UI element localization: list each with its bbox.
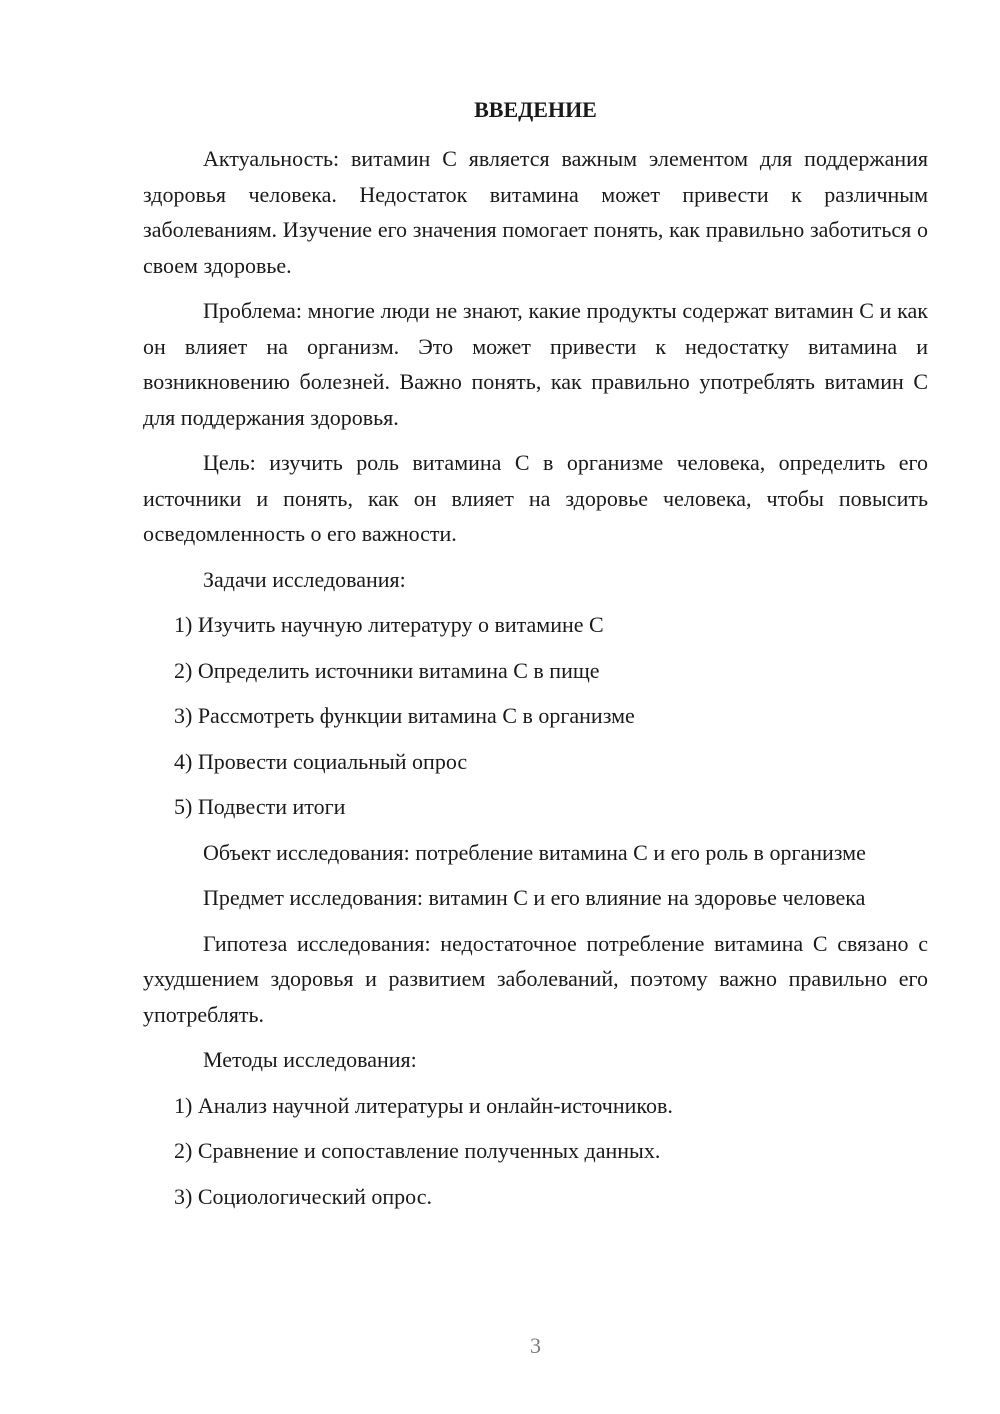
paragraph-methods-label: Методы исследования: bbox=[203, 1047, 417, 1072]
task-list-item: 4) Провести социальный опрос bbox=[174, 748, 468, 774]
paragraph-hypothesis: Гипотеза исследования: недостаточное потребление витамина С связано с ухудшением здоровья и развитием заболеваний, поэтому важно правильно его употреблять. bbox=[143, 930, 928, 1027]
paragraph-goal: Цель: изучить роль витамина С в организме человека, определить его источники и понять, как он влияет на здоровье человека, чтобы повысить осведомленность о его важности. bbox=[143, 450, 928, 546]
page-title: ВВЕДЕНИЕ bbox=[474, 97, 597, 122]
task-list-item: 2) Определить источники витамина С в пище bbox=[174, 657, 600, 683]
task-list-item: 3) Рассмотреть функции витамина С в организме bbox=[174, 703, 635, 728]
task-list-item: 5) Подвести итоги bbox=[174, 794, 346, 819]
page-number: 3 bbox=[530, 1333, 541, 1358]
paragraph-subject: Предмет исследования: витамин С и его влияние на здоровье человека bbox=[203, 885, 866, 910]
paragraph-relevance: Актуальность: витамин С является важным элементом для поддержания здоровья человека. Недостаток витамина может привести к различным заболеваниям. Изучение его значения помогает понять, как правильно заботиться о своем здоровье. bbox=[143, 146, 928, 278]
task-list-item: 1) Изучить научную литературу о витамине С bbox=[174, 612, 604, 637]
document-body bbox=[143, 141, 928, 1224]
method-list-item: 2) Сравнение и сопоставление полученных данных. bbox=[174, 1138, 661, 1163]
method-list-item: 3) Социологический опрос. bbox=[174, 1183, 432, 1209]
paragraph-object: Объект исследования: потребление витамина С и его роль в организме bbox=[203, 839, 866, 865]
paragraph-tasks-label: Задачи исследования: bbox=[203, 566, 406, 592]
method-list-item: 1) Анализ научной литературы и онлайн-источников. bbox=[174, 1092, 673, 1118]
paragraph-problem: Проблема: многие люди не знают, какие продукты содержат витамин С и как он влияет на организм. Это может привести к недостатку витамина и возникновению болезней. Важно понять, как правильно употреблять витамин С для поддержания здоровья. bbox=[143, 298, 928, 430]
